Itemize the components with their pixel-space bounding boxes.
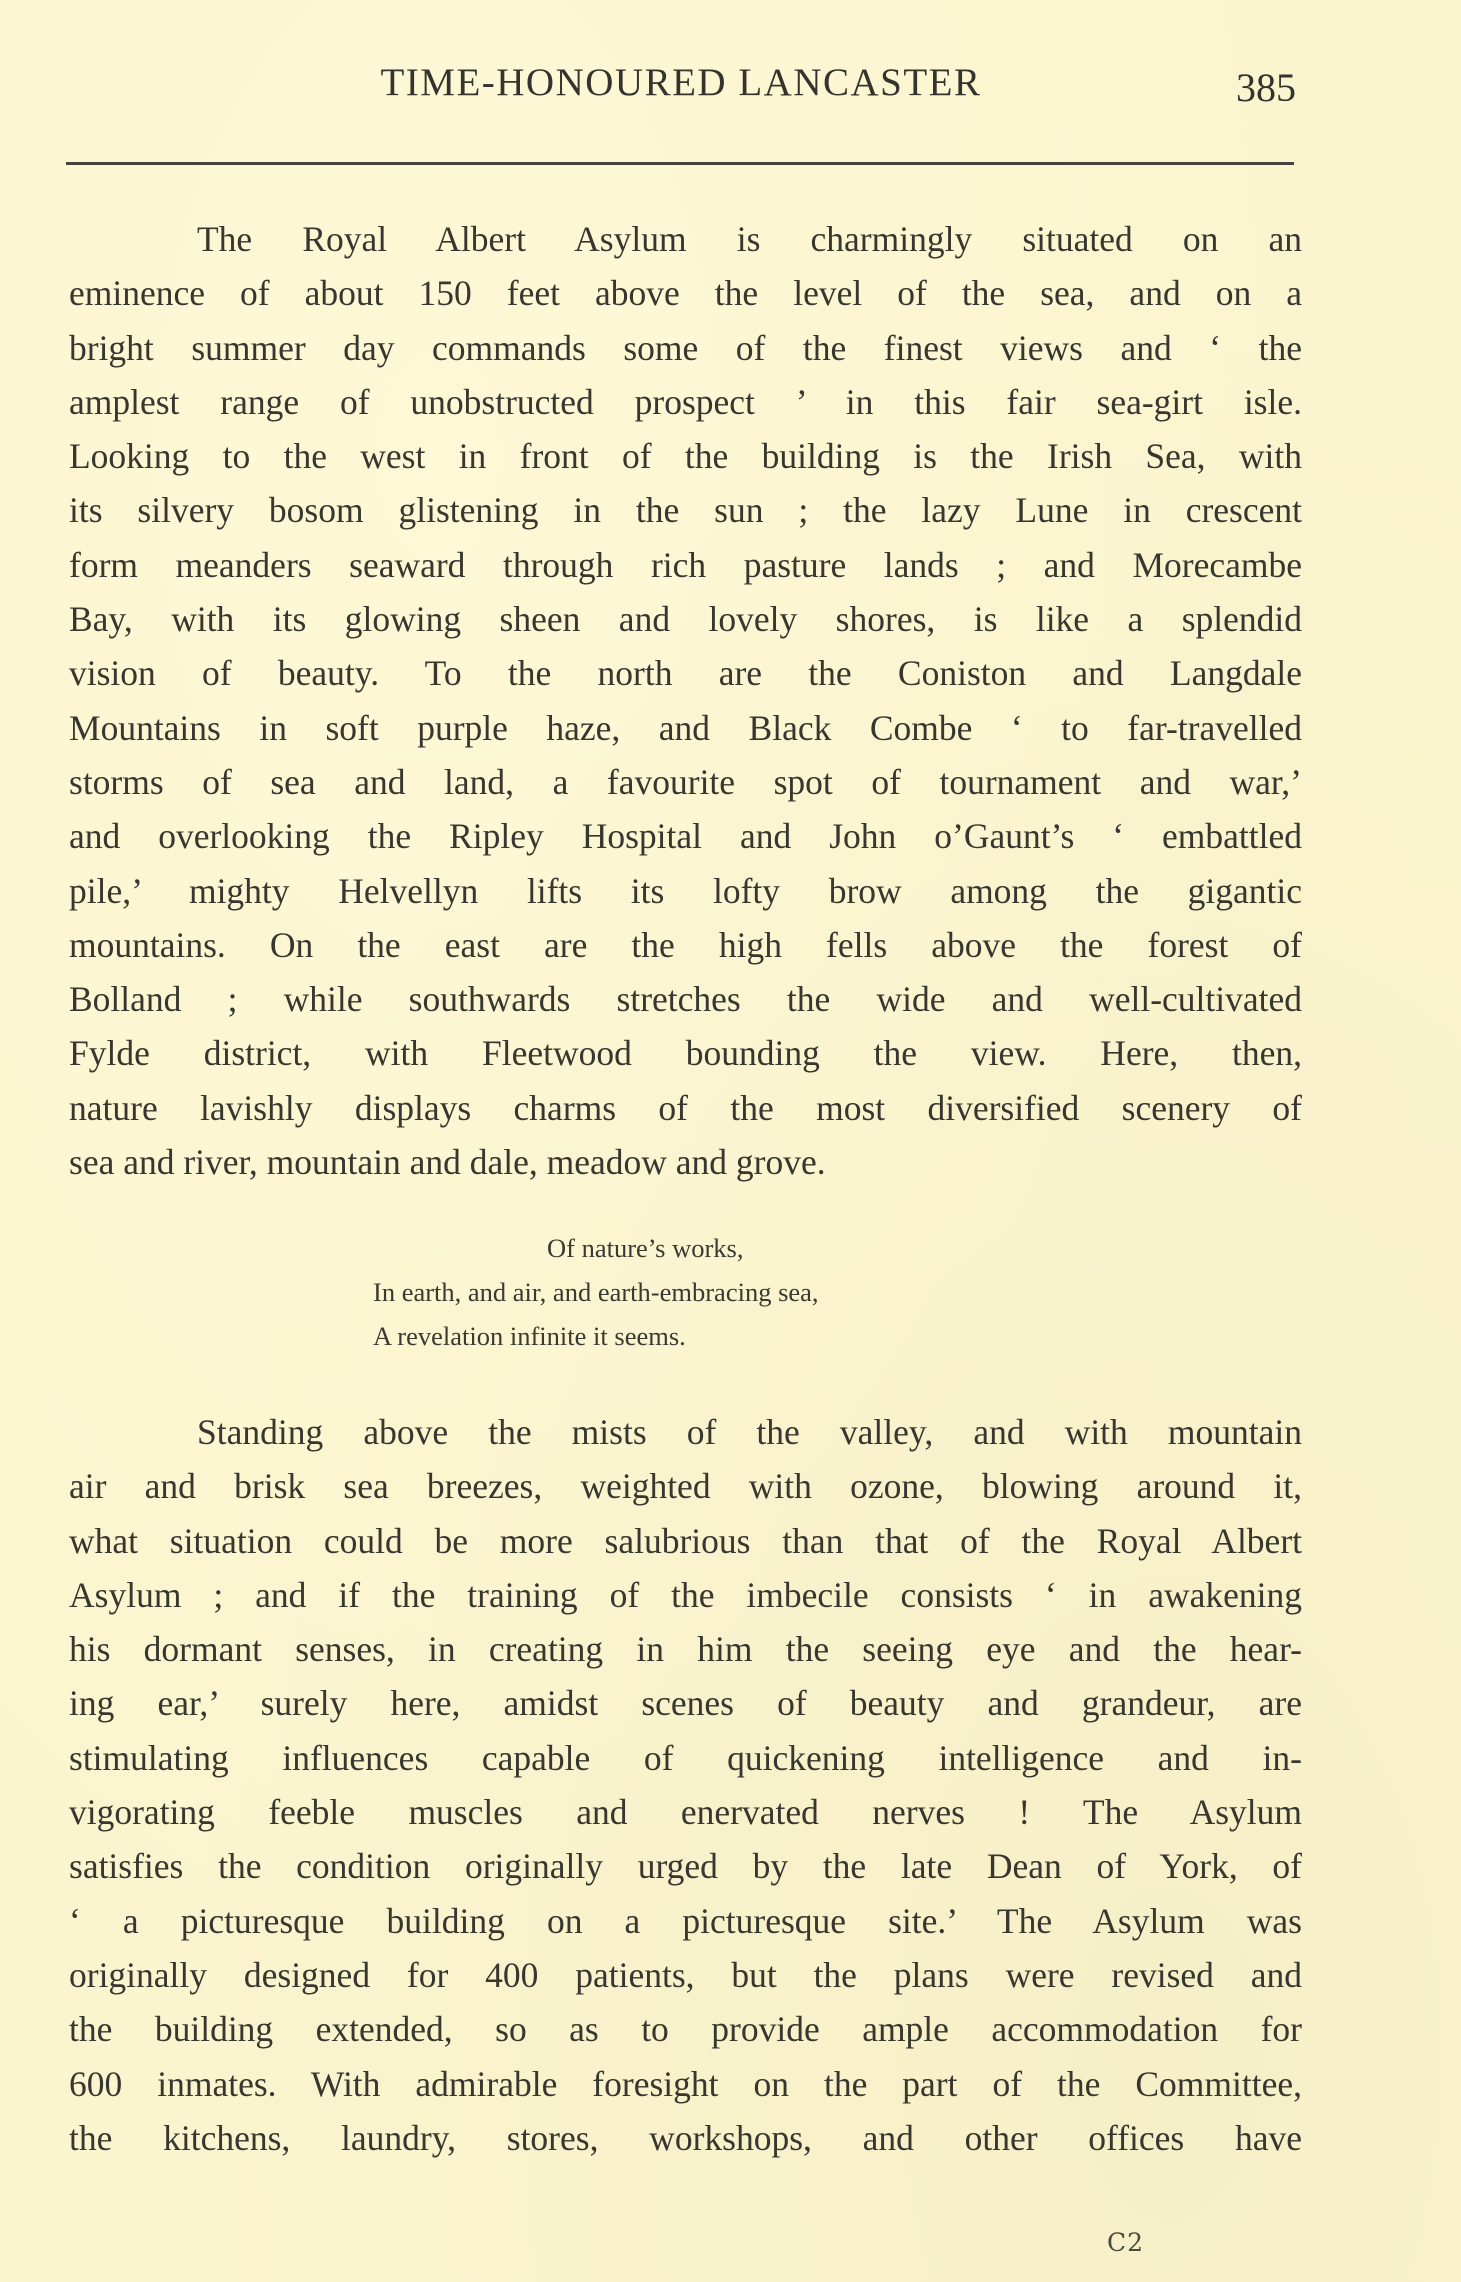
text-line: Mountains in soft purple haze, and Black Combe ‘ to far-travelled	[69, 707, 1302, 748]
text-line: vision of beauty. To the north are the Coniston and Langdale	[69, 653, 1302, 694]
text-line: form meanders seaward through rich pasture lands ; and Morecambe	[69, 544, 1302, 585]
text-line: air and brisk sea breezes, weighted with ozone, blowing around it,	[69, 1466, 1302, 1507]
text-line: eminence of about 150 feet above the level of the sea, and on a	[69, 273, 1302, 314]
text-line: stimulating influences capable of quickening intelligence and in-	[69, 1737, 1302, 1778]
text-line: his dormant senses, in creating in him the seeing eye and the hear-	[69, 1629, 1302, 1670]
text-line: bright summer day commands some of the finest views and ‘ the	[69, 327, 1302, 368]
paragraph-1	[69, 212, 1302, 1189]
text-line: Bay, with its glowing sheen and lovely shores, is like a splendid	[69, 599, 1302, 640]
text-line: The Royal Albert Asylum is charmingly situated on an	[197, 219, 1302, 259]
text-line: what situation could be more salubrious than that of the Royal Albert	[69, 1520, 1302, 1561]
text-line: Fylde district, with Fleetwood bounding the view. Here, then,	[69, 1033, 1302, 1074]
text-line: satisfies the condition originally urged by the late Dean of York, of	[69, 1846, 1302, 1887]
verse-line: A revelation infinite it seems.	[373, 1321, 686, 1351]
text-line: amplest range of unobstructed prospect ’ in this fair sea-girt isle.	[69, 381, 1302, 422]
text-line: the building extended, so as to provide ample accommodation for	[69, 2009, 1302, 2050]
text-line: sea and river, mountain and dale, meadow and grove.	[69, 1142, 826, 1183]
text-line: Standing above the mists of the valley, and with mountain	[197, 1412, 1302, 1452]
paragraph-2	[69, 1405, 1302, 2165]
running-head	[66, 58, 1296, 118]
text-line: pile,’ mighty Helvellyn lifts its lofty brow among the gigantic	[69, 870, 1302, 911]
text-line: Looking to the west in front of the building is the Irish Sea, with	[69, 436, 1302, 477]
header-rule-divider	[66, 162, 1294, 165]
text-line: Bolland ; while southwards stretches the wide and well-cultivated	[69, 979, 1302, 1020]
text-line: vigorating feeble muscles and enervated nerves ! The Asylum	[69, 1792, 1302, 1833]
text-line: storms of sea and land, a favourite spot of tournament and war,’	[69, 761, 1302, 802]
signature-mark: C2	[1107, 2228, 1145, 2257]
text-line: Asylum ; and if the training of the imbecile consists ‘ in awakening	[69, 1574, 1302, 1615]
text-line: mountains. On the east are the high fells above the forest of	[69, 924, 1302, 965]
page-number: 385	[1236, 65, 1296, 110]
running-title: TIME-HONOURED LANCASTER	[380, 61, 982, 104]
verse-line: Of nature’s works,	[547, 1233, 744, 1263]
text-line: 600 inmates. With admirable foresight on the part of the Committee,	[69, 2063, 1302, 2104]
verse-line: In earth, and air, and earth-embracing sea,	[373, 1277, 819, 1307]
text-line: its silvery bosom glistening in the sun ; the lazy Lune in crescent	[69, 490, 1302, 531]
text-line: and overlooking the Ripley Hospital and John o’Gaunt’s ‘ embattled	[69, 816, 1302, 857]
text-line: nature lavishly displays charms of the most diversified scenery of	[69, 1087, 1302, 1128]
text-line: ing ear,’ surely here, amidst scenes of beauty and grandeur, are	[69, 1683, 1302, 1724]
verse-quotation	[373, 1226, 819, 1358]
text-line: ‘ a picturesque building on a picturesque site.’ The Asylum was	[69, 1900, 1302, 1941]
text-line: originally designed for 400 patients, but the plans were revised and	[69, 1954, 1302, 1995]
text-line: the kitchens, laundry, stores, workshops, and other offices have	[69, 2117, 1302, 2158]
